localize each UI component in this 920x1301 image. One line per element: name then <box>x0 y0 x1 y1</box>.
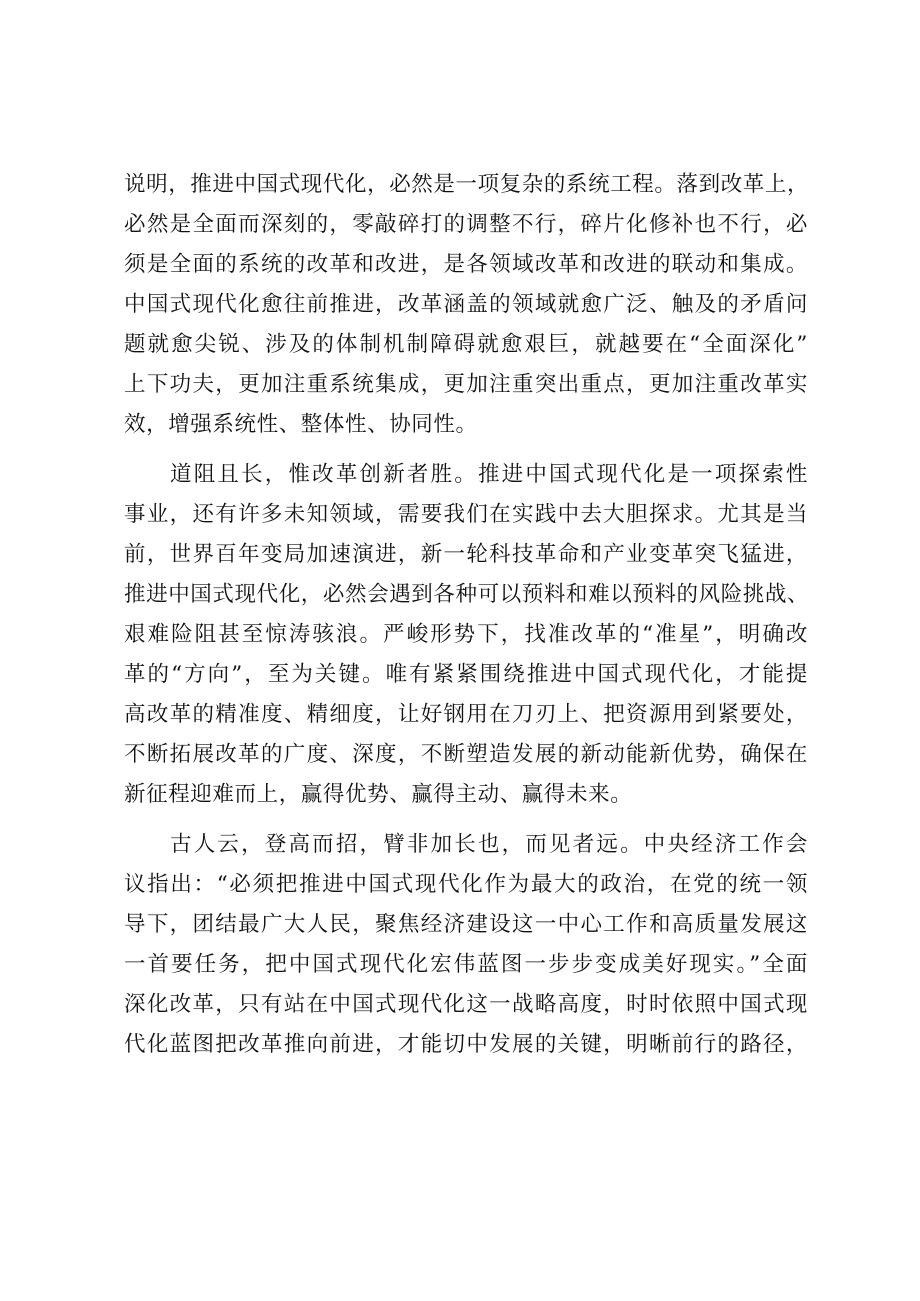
text-line: 须是全面的系统的改革和改进，是各领域改革和改进的联动和集成。 <box>124 252 808 277</box>
paragraph-2 <box>124 455 808 815</box>
paragraph-3 <box>124 825 808 1065</box>
text-line: 一首要任务，把中国式现代化宏伟蓝图一步步变成美好现实。”全面 <box>124 952 808 977</box>
text-line: 必然是全面而深刻的，零敲碎打的调整不行，碎片化修补也不行，必 <box>124 212 808 237</box>
text-line: 说明，推进中国式现代化，必然是一项复杂的系统工程。落到改革上， <box>124 172 810 197</box>
text-line: 道阻且长，惟改革创新者胜。推进中国式现代化是一项探索性 <box>170 462 808 487</box>
text-line: 不断拓展改革的广度、深度，不断塑造发展的新动能新优势，确保在 <box>124 742 808 767</box>
text-line: 效，增强系统性、整体性、协同性。 <box>124 412 478 437</box>
text-line: 中国式现代化愈往前推进，改革涵盖的领域就愈广泛、触及的矛盾问 <box>124 292 808 317</box>
text-line: 古人云，登高而招，臂非加长也，而见者远。中央经济工作会 <box>170 832 808 857</box>
text-line: 议指出：“必须把推进中国式现代化作为最大的政治，在党的统一领 <box>124 872 808 897</box>
text-line: 代化蓝图把改革推向前进，才能切中发展的关键，明晰前行的路径， <box>124 1032 808 1057</box>
paragraph-1 <box>124 165 808 445</box>
text-line: 革的“方向”，至为关键。唯有紧紧围绕推进中国式现代化，才能提 <box>124 662 808 687</box>
text-line: 推进中国式现代化，必然会遇到各种可以预料和难以预料的风险挑战、 <box>124 582 810 607</box>
text-line: 新征程迎难而上，赢得优势、赢得主动、赢得未来。 <box>124 782 633 807</box>
text-line: 上下功夫，更加注重系统集成，更加注重突出重点，更加注重改革实 <box>124 372 808 397</box>
paragraph-spacer <box>124 445 808 455</box>
document-body <box>124 165 808 1065</box>
paragraph-spacer <box>124 815 808 825</box>
text-line: 高改革的精准度、精细度，让好钢用在刀刃上、把资源用到紧要处， <box>124 702 808 727</box>
text-line: 导下，团结最广大人民，聚焦经济建设这一中心工作和高质量发展这 <box>124 912 808 937</box>
text-line: 深化改革，只有站在中国式现代化这一战略高度，时时依照中国式现 <box>124 992 808 1017</box>
text-line: 题就愈尖锐、涉及的体制机制障碍就愈艰巨，就越要在“全面深化” <box>124 332 808 357</box>
text-line: 事业，还有许多未知领域，需要我们在实践中去大胆探求。尤其是当 <box>124 502 808 527</box>
text-line: 艰难险阻甚至惊涛骇浪。严峻形势下，找准改革的“准星”，明确改 <box>124 622 808 647</box>
text-line: 前，世界百年变局加速演进，新一轮科技革命和产业变革突飞猛进， <box>124 542 808 567</box>
